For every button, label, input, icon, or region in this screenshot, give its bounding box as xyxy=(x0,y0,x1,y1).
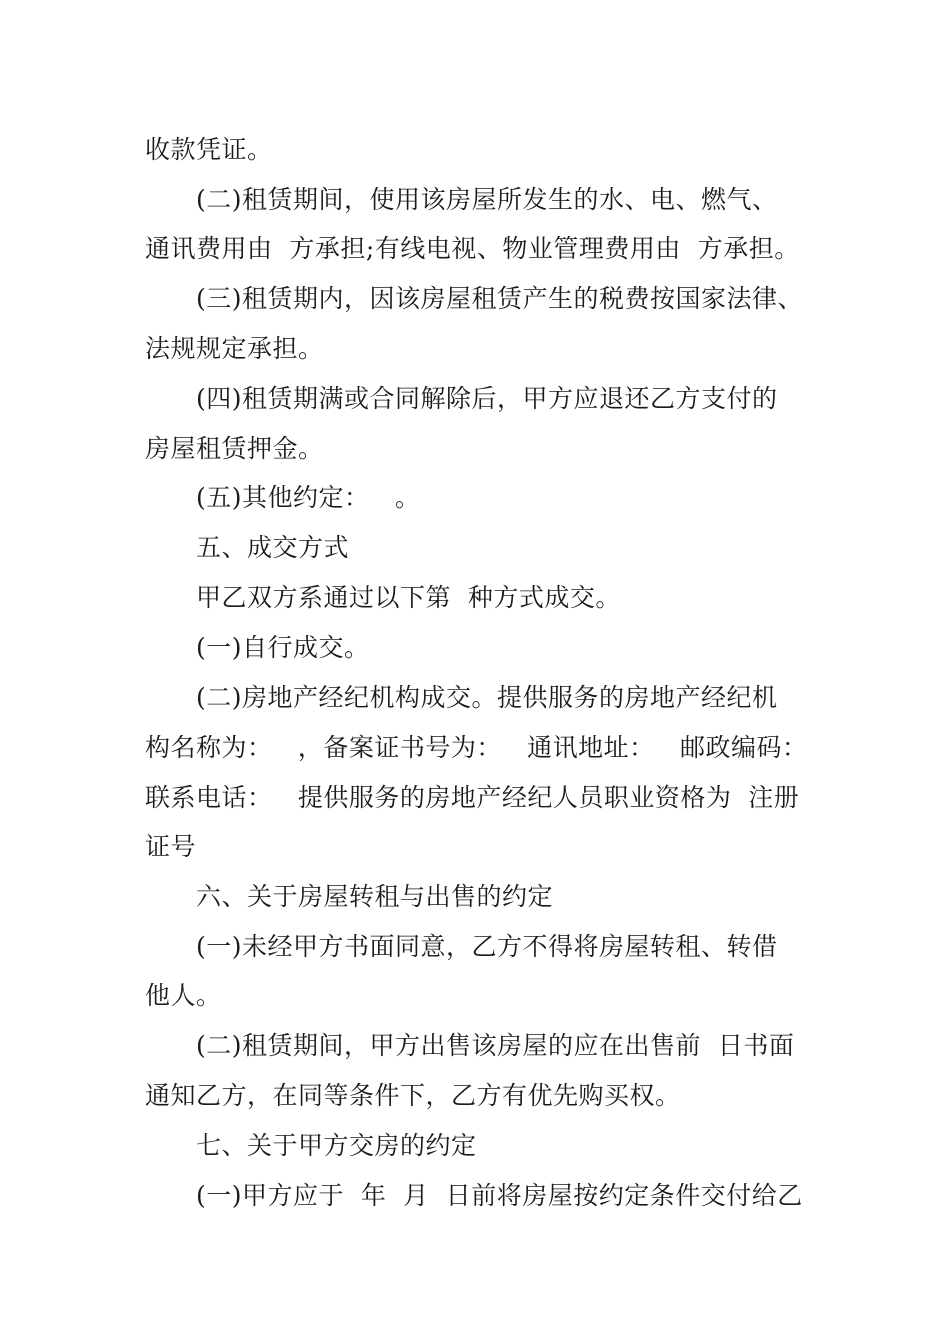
text-line: 甲乙双方系通过以下第 种方式成交。 xyxy=(196,583,621,612)
text-line: 收款凭证。 xyxy=(145,135,273,164)
section-heading: 五、成交方式 xyxy=(196,533,350,562)
text-line: (一)自行成交。 xyxy=(196,633,370,662)
text-line: 房屋租赁押金。 xyxy=(145,434,324,463)
text-line: 构名称为： ，备案证书号为： 通讯地址： 邮政编码： xyxy=(145,733,808,762)
text-line: 通讯费用由 方承担;有线电视、物业管理费用由 方承担。 xyxy=(145,234,800,263)
text-line: 通知乙方，在同等条件下，乙方有优先购买权。 xyxy=(145,1081,681,1110)
section-heading: 六、关于房屋转租与出售的约定 xyxy=(196,882,554,911)
text-line: (二)房地产经纪机构成交。提供服务的房地产经纪机 xyxy=(196,683,778,712)
text-line: 证号 xyxy=(145,832,197,861)
text-line: 他人。 xyxy=(145,981,222,1010)
text-line: (二)租赁期间，使用该房屋所发生的水、电、燃气、 xyxy=(196,185,778,214)
text-line: (一)未经甲方书面同意，乙方不得将房屋转租、转借 xyxy=(196,932,778,961)
text-line: (四)租赁期满或合同解除后，甲方应退还乙方支付的 xyxy=(196,384,778,413)
section-heading: 七、关于甲方交房的约定 xyxy=(196,1131,477,1160)
text-line: 联系电话： 提供服务的房地产经纪人员职业资格为 注册 xyxy=(145,783,800,812)
text-line: (三)租赁期内，因该房屋租赁产生的税费按国家法律、 xyxy=(196,284,804,313)
text-line: 法规规定承担。 xyxy=(145,334,324,363)
text-line: (五)其他约定： 。 xyxy=(196,483,421,512)
text-line: (一)甲方应于 年 月 日前将房屋按约定条件交付给乙 xyxy=(196,1181,803,1210)
text-line: (二)租赁期间，甲方出售该房屋的应在出售前 日书面 xyxy=(196,1031,795,1060)
